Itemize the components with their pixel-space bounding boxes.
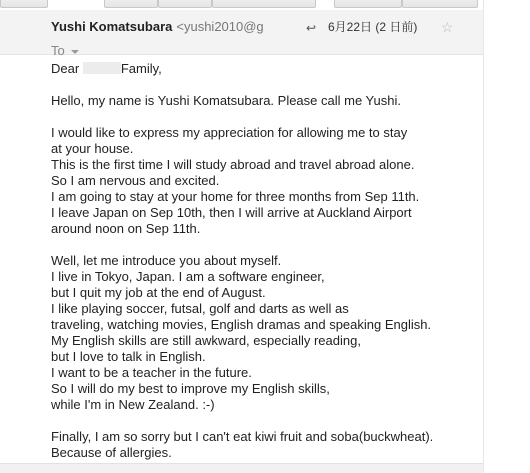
body-line: I would like to express my appreciation for allowing me to stay (51, 125, 408, 140)
body-line: I want to be a teacher in the future. (51, 365, 252, 380)
reply-icon[interactable]: ↩ (306, 21, 317, 35)
body-line: traveling, watching movies, English dramas and speaking English. (51, 317, 432, 332)
archive-button[interactable] (104, 0, 158, 8)
sender-email: <yushi2010@g (176, 20, 264, 34)
body-line: while I'm in New Zealand. :-) (51, 397, 215, 412)
folder-button[interactable] (334, 0, 402, 8)
greeting-suffix: Family, (120, 61, 162, 76)
body-line: Finally, I am so sorry but I can't eat kiwi fruit and soba(buckwheat). (51, 429, 434, 444)
body-line: I leave Japan on Sep 10th, then I will arrive at Auckland Airport (51, 205, 412, 220)
body-line: but I quit my job at the end of August. (51, 285, 266, 300)
greeting-prefix: Dear (51, 61, 80, 76)
greeting (51, 61, 481, 77)
label-button[interactable] (402, 0, 478, 8)
body-lines (51, 93, 481, 461)
chevron-down-icon[interactable] (71, 50, 79, 54)
paragraph-gap (51, 77, 481, 93)
star-icon[interactable]: ☆ (441, 19, 454, 35)
body-line: This is the first time I will study abroad and travel abroad alone. (51, 157, 415, 172)
pane-divider (483, 0, 484, 472)
back-button[interactable] (0, 0, 48, 8)
body-line: I live in Tokyo, Japan. I am a software engineer, (51, 269, 325, 284)
toolbar (0, 0, 530, 10)
body-line: I like playing soccer, futsal, golf and darts as well as (51, 301, 349, 316)
body-line: My English skills are still awkward, especially reading, (51, 333, 361, 348)
body-line: at your house. (51, 141, 134, 156)
body-line: So I am nervous and excited. (51, 173, 220, 188)
body-line: Well, let me introduce you about myself. (51, 253, 282, 268)
sender-name: Yushi Komatsubara (51, 20, 173, 34)
delete-button[interactable] (212, 0, 316, 8)
body-line: Because of allergies. (51, 445, 172, 460)
paragraph-gap (51, 237, 481, 253)
to-label: To (51, 43, 65, 58)
redacted-name (83, 62, 121, 74)
body-line: Hello, my name is Yushi Komatsubara. Please call me Yushi. (51, 93, 401, 108)
paragraph-gap (51, 413, 481, 429)
spam-button[interactable] (158, 0, 212, 8)
sender[interactable] (51, 20, 264, 34)
body-line: around noon on Sep 11th. (51, 221, 201, 236)
message-header (0, 10, 483, 58)
body-line: I am going to stay at your home for three months from Sep 11th. (51, 189, 420, 204)
message-body (51, 61, 481, 461)
recipient-line[interactable] (51, 44, 79, 58)
message-date: 6月22日 (2 日前) (328, 20, 418, 34)
paragraph-gap (51, 109, 481, 125)
body-line: So I will do my best to improve my English skills, (51, 381, 330, 396)
body-line: but I love to talk in English. (51, 349, 206, 364)
